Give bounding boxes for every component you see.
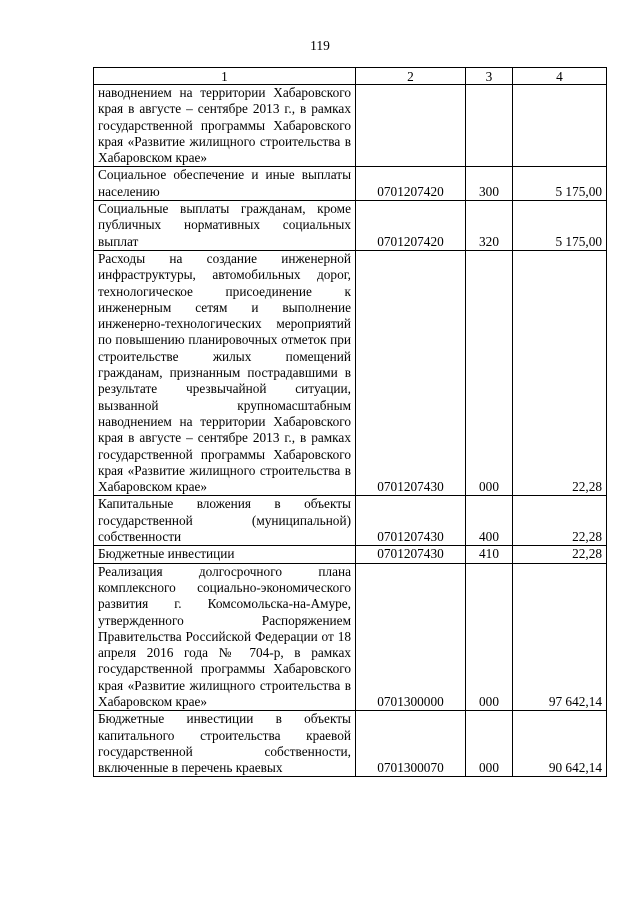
row-amount: 5 175,00 <box>513 167 607 201</box>
table-row <box>94 563 607 711</box>
row-code: 0701207420 <box>356 201 466 251</box>
row-name: Социальное обеспечение и иные выплаты населению <box>94 167 356 201</box>
table-row <box>94 85 607 167</box>
row-code: 0701207430 <box>356 250 466 495</box>
row-vr: 300 <box>466 167 513 201</box>
row-amount: 22,28 <box>513 250 607 495</box>
row-amount: 90 642,14 <box>513 711 607 777</box>
row-amount: 97 642,14 <box>513 563 607 711</box>
page-number: 119 <box>310 38 330 53</box>
row-name: наводнением на территории Хабаровского края в августе – сентябре 2013 г., в рамках государственной программы Хабаровского края «Развитие жилищного строительства в Хабаровском крае» <box>94 85 356 167</box>
row-amount <box>513 85 607 167</box>
row-amount: 5 175,00 <box>513 201 607 251</box>
header-col-2: 2 <box>356 68 466 85</box>
row-code: 0701207430 <box>356 496 466 546</box>
table-row <box>94 546 607 563</box>
table-row <box>94 167 607 201</box>
header-col-1: 1 <box>94 68 356 85</box>
row-code: 0701207430 <box>356 546 466 563</box>
row-vr: 320 <box>466 201 513 251</box>
row-amount: 22,28 <box>513 546 607 563</box>
table-row <box>94 496 607 546</box>
row-name: Капитальные вложения в объекты государственной (муниципальной) собственности <box>94 496 356 546</box>
row-vr: 410 <box>466 546 513 563</box>
row-vr: 400 <box>466 496 513 546</box>
row-code <box>356 85 466 167</box>
row-vr: 000 <box>466 250 513 495</box>
table-row <box>94 201 607 251</box>
row-name: Расходы на создание инженерной инфраструктуры, автомобильных дорог, технологическое присоединение к инженерным сетям и выполнение инженерно-технологических мероприятий по повышению планировочных отметок при строительстве жилых помещений гражданам, признанным пострадавшими в результате чрезвычайной ситуации, вызванной крупномасштабным наводнением на территории Хабаровского края в августе – сентябре 2013 г., в рамках государственной программы Хабаровского края «Развитие жилищного строительства в Хабаровском крае» <box>94 250 356 495</box>
row-name: Реализация долгосрочного плана комплексного социально-экономического развития г. Комсомольска-на-Амуре, утвержденного Распоряжением Правительства Российской Федерации от 18 апреля 2016 года № 704-р, в рамках государственной программы Хабаровского края «Развитие жилищного строительства в Хабаровском крае» <box>94 563 356 711</box>
row-name: Социальные выплаты гражданам, кроме публичных нормативных социальных выплат <box>94 201 356 251</box>
row-code: 0701300000 <box>356 563 466 711</box>
header-col-4: 4 <box>513 68 607 85</box>
row-vr <box>466 85 513 167</box>
budget-table <box>93 67 607 777</box>
header-col-3: 3 <box>466 68 513 85</box>
row-vr: 000 <box>466 711 513 777</box>
row-vr: 000 <box>466 563 513 711</box>
row-amount: 22,28 <box>513 496 607 546</box>
table-row <box>94 250 607 495</box>
row-name: Бюджетные инвестиции в объекты капитального строительства краевой государственной собственности, включенные в перечень краевых <box>94 711 356 777</box>
row-name: Бюджетные инвестиции <box>94 546 356 563</box>
row-code: 0701300070 <box>356 711 466 777</box>
row-code: 0701207420 <box>356 167 466 201</box>
table-header-row <box>94 68 607 85</box>
table-row <box>94 711 607 777</box>
